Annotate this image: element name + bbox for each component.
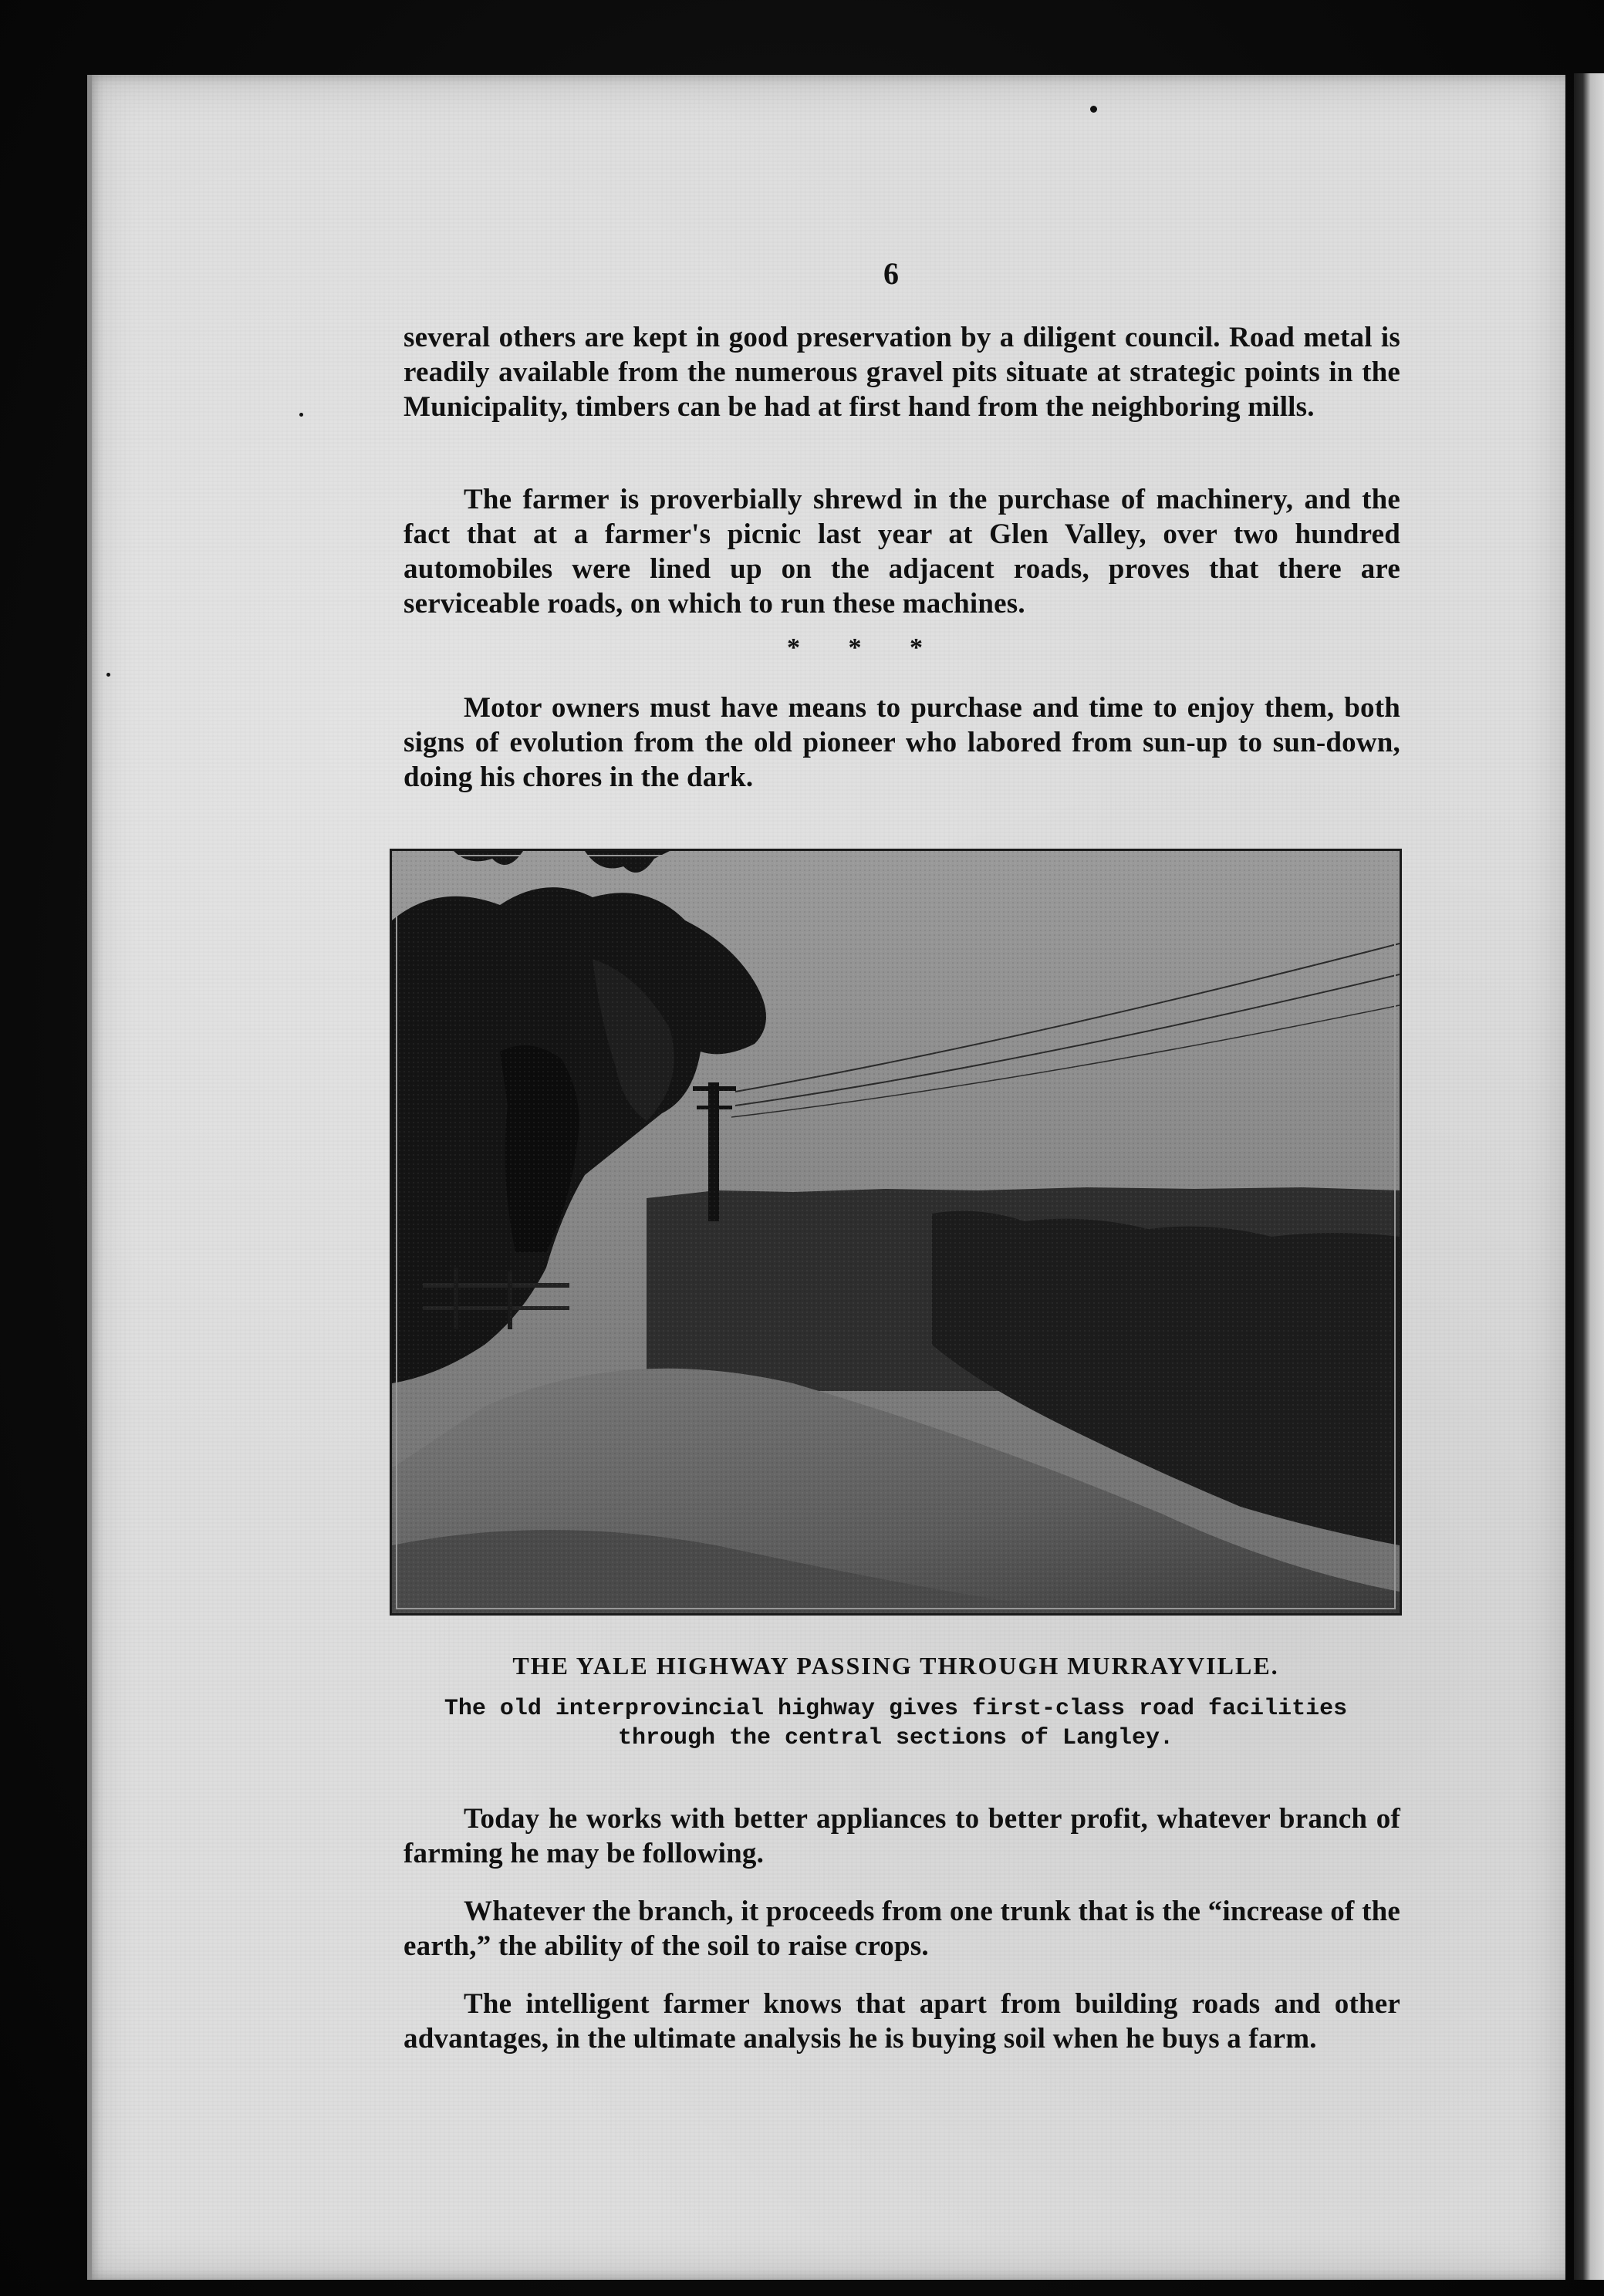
paragraph-2: The farmer is proverbially shrewd in the purchase of machinery, and the fact that at a farmer's picnic last year at Glen Valley, over two hundred automobiles were lined up on the adjacent roads, proves that there are serviceable roads, on which to run these machines. (404, 484, 1400, 620)
photo-caption-body: The old interprovincial highway gives first-class road facilities through the central sections of Langley. (444, 1696, 1348, 1751)
highway-photograph (390, 849, 1402, 1616)
page-left-edge (87, 75, 92, 2280)
dust-speck (106, 673, 110, 677)
paragraph-4: Today he works with better appliances to better profit, whatever branch of farming he may be following. (404, 1803, 1400, 1869)
paragraph-6: The intelligent farmer knows that apart from building roads and other advantages, in the ultimate analysis he is buying soil when he buys a farm. (404, 1988, 1400, 2055)
paragraph-1: several others are kept in good preservation by a diligent council. Road metal is readily available from the numerous gravel pits situate at strategic points in the Municipality, timbers can be had at first hand from the neighboring mills. (404, 322, 1400, 423)
page-number: 6 (883, 256, 899, 291)
dust-speck (299, 413, 303, 417)
paragraph-5: Whatever the branch, it proceeds from one trunk that is the “increase of the earth,” the ability of the soil to raise crops. (404, 1896, 1400, 1962)
paragraph-3: Motor owners must have means to purchase and time to enjoy them, both signs of evolution from the old pioneer who labored from sun-up to sun-down, doing his chores in the dark. (404, 692, 1400, 793)
photo-caption-title: THE YALE HIGHWAY PASSING THROUGH MURRAYVILLE. (512, 1652, 1279, 1680)
section-separator: * * * (787, 633, 924, 662)
dust-speck (1090, 106, 1097, 113)
adjacent-page-edge (1574, 73, 1604, 2280)
